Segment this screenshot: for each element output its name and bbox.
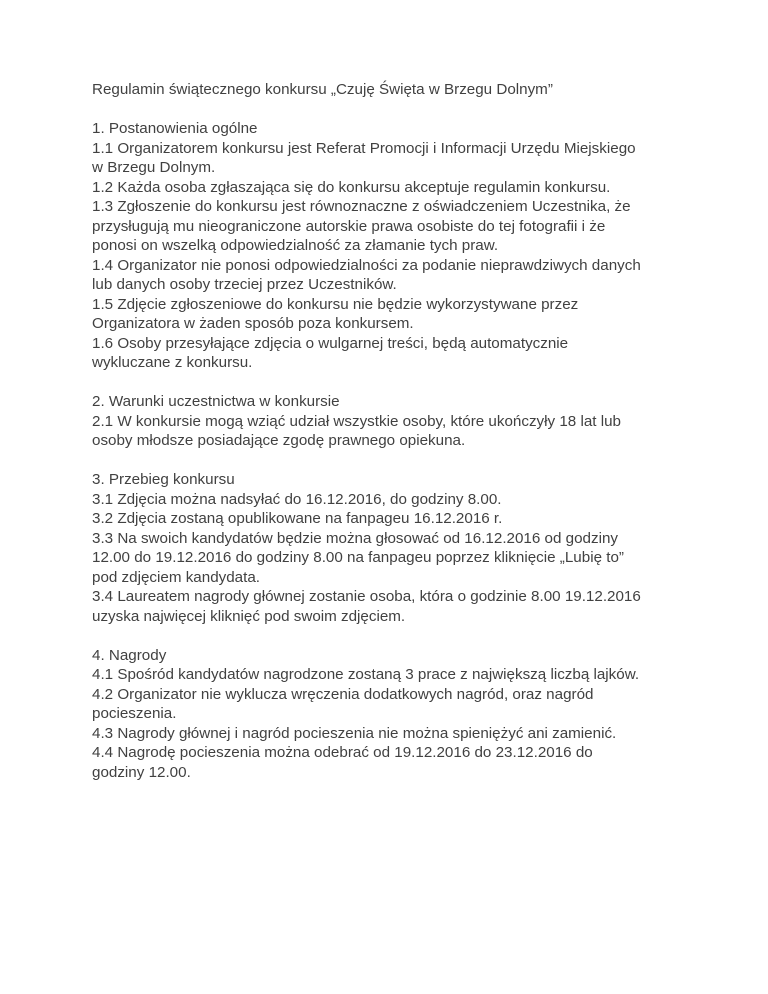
paragraph-line: godziny 12.00. [92,763,191,781]
paragraph-line: 1.1 Organizatorem konkursu jest Referat Promocji i Informacji Urzędu Miejskiego [92,139,636,157]
section-heading: 4. Nagrody [92,646,167,664]
paragraph-line: Organizatora w żaden sposób poza konkursem. [92,315,414,332]
paragraph-line: 4.3 Nagrody głównej i nagród pocieszenia nie można spieniężyć ani zamienić. [92,724,617,742]
paragraph-line: osoby młodsze posiadające zgodę prawnego opiekuna. [92,432,466,449]
section-contest-course [92,470,692,626]
paragraph-line: przysługują mu nieograniczone autorskie prawa osobiste do tej fotografii i że [92,217,606,235]
paragraph-line: 3.3 Na swoich kandydatów będzie można głosować od 16.12.2016 od godziny [92,529,619,547]
section-heading: 3. Przebieg konkursu [92,471,235,488]
section-participation-conditions [92,392,692,451]
paragraph-line: lub danych osoby trzeciej przez Uczestników. [92,276,397,293]
section-heading: 1. Postanowienia ogólne [92,120,258,137]
paragraph-line: 3.1 Zdjęcia można nadsyłać do 16.12.2016, do godziny 8.00. [92,490,502,508]
paragraph-line: pod zdjęciem kandydata. [92,568,261,586]
paragraph-line: 12.00 do 19.12.2016 do godziny 8.00 na fanpageu poprzez kliknięcie „Lubię to” [92,549,624,566]
paragraph-line: ponosi on wszelką odpowiedzialność za złamanie tych praw. [92,237,499,254]
paragraph-line: 4.4 Nagrodę pocieszenia można odebrać od 19.12.2016 do 23.12.2016 do [92,744,593,761]
paragraph-line: 4.2 Organizator nie wyklucza wręczenia dodatkowych nagród, oraz nagród [92,685,594,703]
paragraph-line: 1.3 Zgłoszenie do konkursu jest równoznaczne z oświadczeniem Uczestnika, że [92,198,631,215]
document-body [92,80,692,782]
paragraph-line: 1.6 Osoby przesyłające zdjęcia o wulgarnej treści, będą automatycznie [92,334,569,352]
paragraph-line: 3.4 Laureatem nagrody głównej zostanie osoba, która o godzinie 8.00 19.12.2016 [92,588,641,605]
paragraph-line: wykluczane z konkursu. [92,354,253,371]
section-heading: 2. Warunki uczestnictwa w konkursie [92,393,340,410]
paragraph-line: 1.5 Zdjęcie zgłoszeniowe do konkursu nie będzie wykorzystywane przez [92,295,579,313]
paragraph-line: pocieszenia. [92,705,177,722]
paragraph-line: 3.2 Zdjęcia zostaną opublikowane na fanpageu 16.12.2016 r. [92,510,503,527]
section-general-provisions [92,119,692,373]
paragraph-line: 4.1 Spośród kandydatów nagrodzone zostaną 3 prace z największą liczbą lajków. [92,666,640,683]
paragraph-line: uzyska najwięcej kliknięć pod swoim zdjęciem. [92,607,406,625]
paragraph-line: 1.2 Każda osoba zgłaszająca się do konkursu akceptuje regulamin konkursu. [92,178,611,196]
paragraph-line: 2.1 W konkursie mogą wziąć udział wszystkie osoby, które ukończyły 18 lat lub [92,412,621,430]
document-title: Regulamin świątecznego konkursu „Czuję Święta w Brzegu Dolnym” [92,81,553,98]
paragraph-line: w Brzegu Dolnym. [92,159,216,176]
paragraph-line: 1.4 Organizator nie ponosi odpowiedzialności za podanie nieprawdziwych danych [92,256,641,274]
section-prizes [92,646,692,783]
